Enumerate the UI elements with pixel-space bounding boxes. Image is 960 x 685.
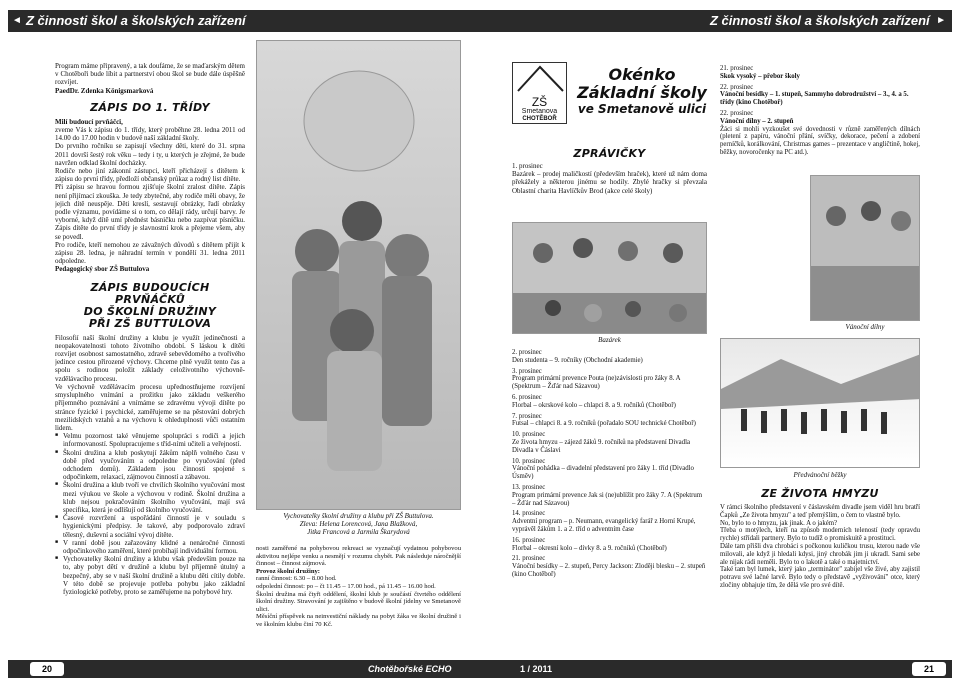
event-date: 7. prosinec [512, 412, 542, 420]
paragraph: Pro rodiče, kteří nemohou ze závažných důvodů s dítětem přijít k zápisu 28. ledna, je náhradní termín v pondělí 31. ledna 2011 odpoledne. [55, 240, 245, 266]
event-item [512, 368, 707, 391]
paragraph: Při zápisu se hravou formou zjišťuje školní zralost dítěte. Zápis není přijímací zkouška. Je tedy zbytečné, aby rodiče měli obavy, že jejich dítě neuspěje. Děti kreslí, sestavují obrázky, řadí obrázky podle významu, povídáme si o tom, co dělají rády, určují barvy. Je vyborné, když dítě umí přednést básničku nebo zazpívat písničku. Zápis dítěte do první třídy je slavnostní krok a přejeme všem, aby se povedl. [55, 183, 245, 241]
school-logo [512, 62, 567, 124]
lead-text: Milí budoucí prvňáčci, [55, 117, 123, 126]
page-number: 21 [912, 662, 946, 676]
column-zapis [55, 62, 245, 652]
footer-right [480, 660, 952, 678]
event-date: 10. prosinec [512, 431, 546, 439]
event-text: Florbal – okrskové kolo – chlapci 8. a 9. ročníků (Chotěboř) [512, 401, 676, 409]
arrow-right-icon: ► [936, 15, 946, 26]
title-line: Okénko [608, 65, 676, 84]
event-date: 16. prosinec [512, 536, 546, 544]
list-item: ■ Vychovatelky školní družiny a klubu však především pouze na to, aby pobyt dětí v družině a klubu byl příjemně útulný a bezpečný, aby se v naší školní družině a klubu děti cítily dobře. V této době se projevuje potřeba pohybu jako základní fyziologické potřeby, proto se zaměřujeme na pohybové hry. [55, 555, 245, 596]
section-header-right [480, 10, 952, 32]
bazarek-photo [512, 222, 707, 334]
section-title: Z činnosti škol a školských zařízení [26, 13, 246, 28]
article-title: PŘI ZŠ BUTTULOVA [88, 316, 212, 330]
hours-line: ranní činnost: 6.30 – 8.00 hod. [256, 575, 337, 583]
event-item [512, 510, 707, 533]
event-item [720, 84, 920, 107]
event-text: Bazárek – prodej maličkostí (především hraček), které už nám doma překážely a některou jinému se hodily. Zbylé hračky si převzala Oblastní charita Havlíčkův Brod (akce celé školy) [512, 170, 707, 195]
article-title: ZÁPIS DO 1. TŘÍDY [90, 100, 210, 114]
event-text: Vánoční besídky – 1. stupeň, Sammyho dobrodružství – 3., 4. a 5. třídy (kino Chotěboř) [720, 91, 909, 107]
list-item: ■ Velmu pozornost také věnujeme spolupráci s rodiči a jejich informovaností. Spolupracujeme s tříd-ními učiteli a veřejností. [55, 432, 245, 448]
event-date: 3. prosinec [512, 367, 542, 375]
okenko-title [572, 66, 712, 117]
event-text: Ze života hmyzu – zájezd žáků 9. ročníků na představení Divadla Divadla v Čáslavi [512, 438, 690, 454]
logo-street: Smetanova [521, 108, 558, 116]
event-item [512, 484, 707, 507]
journal-name: Chotěbořské ECHO [368, 664, 452, 674]
paragraph: Filosofií naší školní družiny a klubu je využít jedinečnosti a neopakovatelnosti tohoto životního období. S láskou k dítěti rozvíjet osobnost samostatného, zdravě sebevědomého a tvořivého jedince cestou přirozené výchovy. Chceme plně využít tento čas a spolu s rodinou položit základy celoživotního výchovně-vzdělávacího procesu. [55, 333, 245, 383]
event-date: 1. prosinec [512, 162, 543, 170]
section-header-left [8, 10, 480, 32]
paragraph: No, bylo to o hmyzu, jak jinak. A o jakém? [720, 519, 838, 527]
events-list [512, 346, 707, 646]
photo-caption: Vánoční dílny [845, 323, 885, 331]
caption-line: Vychovatelky školní družiny a klubu při ZŠ Buttulova. [283, 512, 434, 520]
paragraph: Školní družina má čtyři oddělení, školní klub je součástí čtvrtého oddělení školní družiny. Stravování je zajištěno v budově školní jídelny ve Smetanově ulici. [256, 590, 461, 613]
logo-zs: ZŠ [531, 95, 548, 110]
event-text: Vánoční pohádka – divadelní představení pro žáky 1. tříd (Divadlo Úsměv) [512, 465, 694, 481]
page-number: 20 [30, 662, 64, 676]
event-item [720, 110, 920, 126]
event-item [512, 413, 707, 429]
article-title: ZE ŽIVOTA HMYZU [761, 487, 879, 500]
event-item [512, 555, 707, 578]
event-item [512, 394, 707, 410]
photo-caption: Předvánoční běžky [793, 471, 847, 479]
signature: Pedagogický sbor ZŠ Buttulova [55, 265, 150, 274]
ski-photo [720, 338, 920, 468]
caption-line: Zleva: Helena Lorencová, Jana Blažková, [299, 520, 418, 528]
event-item [512, 537, 707, 553]
issue-number: 1 / 2011 [520, 664, 553, 674]
event-date: 14. prosinec [512, 510, 546, 518]
hours-line: odpolední činnost: po – čt 11.45 – 17.00 hod., pá 11.45 – 16.00 hod. [256, 582, 436, 590]
column-druzina [256, 545, 461, 655]
event-text: Vánoční dílny – 2. stupeň [720, 117, 794, 125]
event-date: 22. prosinec [720, 109, 754, 117]
paragraph: Žáci si mohli vyzkoušet své dovednosti v různě zaměřených dílnách (pletení z papíru, vánoční přání, svíčky, dekorace, pečení a zdobení perníčků, korálkování, Christmas games – prezentace v angličtině, hokej, běžky, novoročenky na PC atd.). [720, 125, 920, 156]
event-date: 2. prosinec [512, 349, 542, 356]
event-text: Vánoční besídky – 2. stupeň, Percy Jackson: Zloději blesku – 2. stupeň (kino Chotěboř) [512, 563, 706, 578]
paragraph: zveme Vás k zápisu do 1. třídy, který proběhne 28. ledna 2011 od 14.00 do 17.00 hodin v budově naší základní školy. [55, 126, 245, 143]
paragraph: Do prvního ročníku se zapisují všechny děti, které do 31. srpna 2011 dovrší šestý rok věku – tedy i ty, u kterých je zřejmé, že bude navržen odklad školní docházky. [55, 142, 245, 167]
event-date: 10. prosinec [512, 457, 546, 465]
title-line: ve Smetanově ulici [577, 102, 707, 116]
arrow-left-icon: ◄ [12, 15, 22, 26]
event-item [512, 349, 707, 365]
event-date: 21. prosinec [512, 555, 546, 563]
right-page [480, 0, 960, 685]
educators-photo [256, 40, 461, 510]
footer-left [8, 660, 480, 678]
article-title: ZÁPIS BUDOUCÍCH PRVŇÁČKŮ [90, 280, 210, 306]
event-text: Program primární prevence Jak si (ne)ublížit pro žáky 7. A (Spektrum – Žďár nad Sázavou) [512, 491, 703, 507]
event-date: 13. prosinec [512, 483, 546, 491]
event-text: Skok vysoký – přebor školy [720, 72, 800, 80]
event-item [512, 458, 707, 481]
list-item: ■ V ranní době jsou zařazovány klidné a nenáročné činnosti odpočinkového zaměření, které probíhají individuální formou. [55, 539, 245, 555]
event-date: 21. prosinec [720, 65, 754, 72]
list-item: ■ Časové rozvržení a uspořádání činností je v souladu s hygienickými předpisy. Je takové, aby podporovalo zdraví tělesný, duševní a sociální vývoj dítěte. [55, 514, 245, 539]
logo-town: CHOTĚBOŘ [522, 116, 557, 123]
caption-line: Jitka Francová a Jarmila Škarydová [307, 528, 410, 536]
photo-caption [256, 512, 461, 536]
photo-caption: Bazárek [598, 336, 621, 344]
house-icon [513, 63, 568, 93]
event-text: Program primární prevence Pouta (ne)závislosti pro žáky 8. A (Spektrum – Žďár nad Sázavou) [512, 375, 681, 391]
paragraph: Dále tam přišli dva chrobáci s počkonou kuličkou trusu, kterou nade vše milovali, ale když ji hledali kdysi, jiný chrobák jim ji ukradl. Sami sebe ale nijak rádi neměli. Bylo to o lakotě a také o majetnictví. [720, 542, 920, 566]
column-events-2 [720, 62, 920, 180]
event-text: Futsal – chlapci 8. a 9. ročníků (pořadalo SOU technické Chotěboř) [512, 420, 696, 428]
paragraph: Rodiče nebo jiní zákonní zástupci, kteří přicházejí s dítětem k zápisu do první třídy, předloží občanský průkaz a rodný list dítěte. [55, 167, 245, 184]
paragraph: V rámci školního představení v čáslavském divadle jsem viděl hru bratří Čapků „Ze života hmyzu" a teď přemýšlím, o čem to vlastně bylo. [720, 504, 920, 519]
subheading: Provoz školní družiny: [256, 567, 320, 575]
event-text: Florbal – okresní kolo – dívky 8. a 9. ročníků (Chotěboř) [512, 544, 667, 552]
event-text: Den studenta – 9. ročníky (Obchodní akademie) [512, 356, 643, 364]
signature: PaedDr. Zdenka Königsmarková [55, 86, 154, 95]
section-title: Z činnosti škol a školských zařízení [710, 13, 930, 28]
event-date: 6. prosinec [512, 393, 542, 401]
paragraph: Ve výchovně vzdělávacím procesu upřednostňujeme rozvíjení smysluplného vnímání a prožitku jako základu veškerého příjemného poznávání a vnímáme se zdravému vývoji dítěte po stránce fyzické i psychické, zaměřujeme se na pěstování dobrých mezilidských vztahů a na výchovu k ohleduplnosti vůči ostatním lidem. [55, 382, 245, 432]
workshop-photo [810, 175, 920, 321]
article-title: DO ŠKOLNÍ DRUŽINY [83, 304, 217, 318]
intro-text: Program máme připravený, a tak doufáme, že se maďarským dětem v Chotěboři bude líbit a partnerství obou škol se bude dále úspěšně rozvíjet. [55, 62, 245, 87]
list-item: ■ Školní družina a klub tvoří ve chvílích školního vyučování most mezi výukou ve škole a výchovou v rodině. Školní družina a klub nejsou pokračováním školního vyučování, mají svá specifika, která je odlišují od školního vyučování. [55, 481, 245, 514]
zpravicky-title: ZPRÁVIČKY [573, 147, 646, 160]
paragraph: Třeba o motýlech, kteří na způsob moderních teleností (tedy opravdu rychle) střídali partnery. Bylo to tudíž o promiskuitě a prostituci. [720, 527, 920, 543]
paragraph: Také tam byl lumek, který jako „terminátor" zabijel vše živé, aby zajistil potravu své lačné larvě. Bylo tedy o představě „vyživování" otce, který zločiny obhajuje tím, že dělá vše pro své dítě. [720, 566, 920, 589]
paragraph: Měsíční příspěvek na neinvestiční náklady na pobyt žáka ve školní družině i ve školním klubu činí 70 Kč. [256, 613, 461, 628]
list-item: ■ Školní družina a klub poskytují žákům náplň volného času v době před vyučováním a odpoledne po vyučování (před odchodem domů). Základem jsou činnosti spojené s odpočinkem, relaxací, zájmovou činností a zábavou. [55, 449, 245, 482]
event-item [720, 65, 920, 81]
paragraph: nosti zaměřené na pohybovou rekreaci se vyznačují vydatnou pohybovou aktivitou nejlépe venku a nesmějí v rozumu chybět. Pak následuje náročnější činnost – činnost zájmová. [256, 545, 461, 568]
event-date: 22. prosinec [720, 83, 754, 91]
title-line: Základní školy [577, 83, 707, 102]
event-text: Adventní program – p. Neumann, evangelický farář z Horní Krupé, vyprávěl žákům 1. a 2. tříd o adventním čase [512, 518, 696, 533]
event-item [512, 431, 707, 454]
first-event [512, 162, 707, 222]
column-hmyz [720, 504, 920, 654]
